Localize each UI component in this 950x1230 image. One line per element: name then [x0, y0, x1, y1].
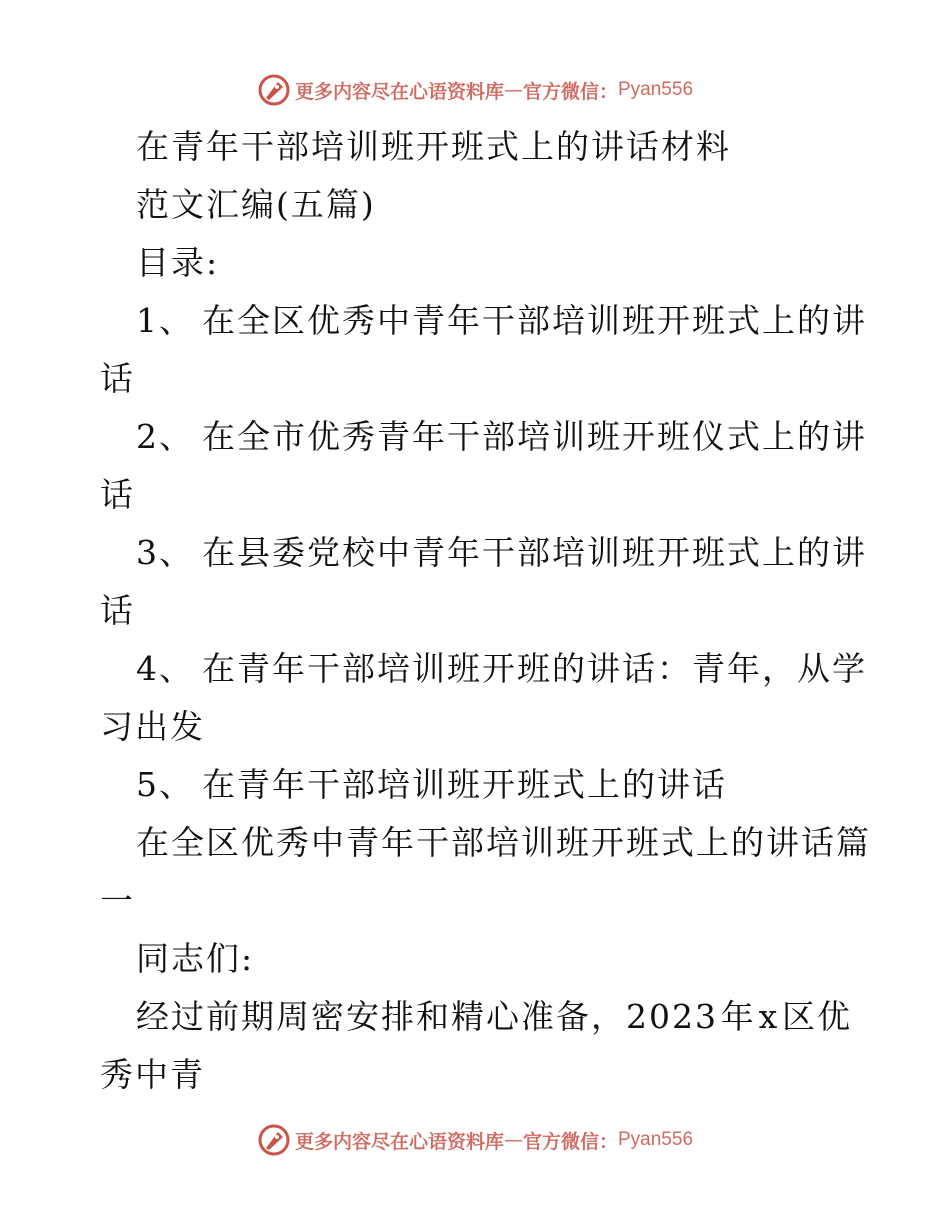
watermark-label: 官方微信： [522, 1130, 618, 1153]
watermark-separator: — [503, 1129, 523, 1151]
body-text-part: 经过前期周密安排和精心准备，2023 [136, 997, 718, 1036]
body-text-part: 年 [720, 997, 756, 1036]
toc-item-wrap: 话 [100, 475, 135, 514]
toc-item-number: 5、 [136, 765, 194, 804]
section-title: 在全区优秀中青年干部培训班开班式上的讲话篇 [136, 823, 871, 862]
watermark-id: Pyan556 [618, 1129, 694, 1150]
toc-item-number: 1、 [136, 301, 194, 340]
toc-item-wrap: 习出发 [100, 707, 205, 746]
toc-item-text: 在全市优秀青年干部培训班开班仪式上的讲 [202, 417, 867, 456]
body-text-part: x [758, 997, 780, 1036]
toc-item-text: 在青年干部培训班开班式上的讲话 [202, 765, 727, 804]
toc-item-wrap: 话 [100, 591, 135, 630]
toc-item-text: 在县委党校中青年干部培训班开班式上的讲 [202, 533, 867, 572]
toc-item [100, 640, 867, 698]
section-title-wrap: 一 [100, 881, 135, 920]
pen-nib-circle-icon [257, 73, 291, 107]
body-text-part: 区优 [782, 997, 852, 1036]
toc-heading: 目录: [136, 243, 220, 282]
toc-item-text: 在青年干部培训班开班的讲话：青年，从学 [202, 649, 867, 688]
toc-item-number: 3、 [136, 533, 194, 572]
salutation: 同志们: [136, 939, 255, 978]
watermark-label: 官方微信： [522, 80, 618, 103]
footer-watermark [0, 1120, 950, 1160]
body-paragraph-wrap: 秀中青 [100, 1055, 205, 1094]
header-watermark [0, 70, 950, 110]
toc-item-text: 在全区优秀中青年干部培训班开班式上的讲 [202, 301, 867, 340]
watermark-text: 更多内容尽在心语资料库 [294, 1130, 504, 1153]
toc-item-number: 4、 [136, 649, 194, 688]
document-body [100, 118, 871, 1104]
toc-item [100, 292, 867, 350]
watermark-text: 更多内容尽在心语资料库 [294, 80, 504, 103]
toc-item [100, 524, 867, 582]
body-paragraph-line [100, 988, 852, 1046]
watermark-separator: — [503, 79, 523, 101]
document-title-line-1: 在青年干部培训班开班式上的讲话材料 [136, 127, 731, 166]
toc-item-number: 2、 [136, 417, 194, 456]
watermark-id: Pyan556 [618, 79, 694, 100]
toc-item [100, 756, 852, 814]
pen-nib-circle-icon [257, 1123, 291, 1157]
toc-item-wrap: 话 [100, 359, 135, 398]
toc-item [100, 408, 867, 466]
document-title-line-2: 范文汇编(五篇) [136, 185, 376, 224]
